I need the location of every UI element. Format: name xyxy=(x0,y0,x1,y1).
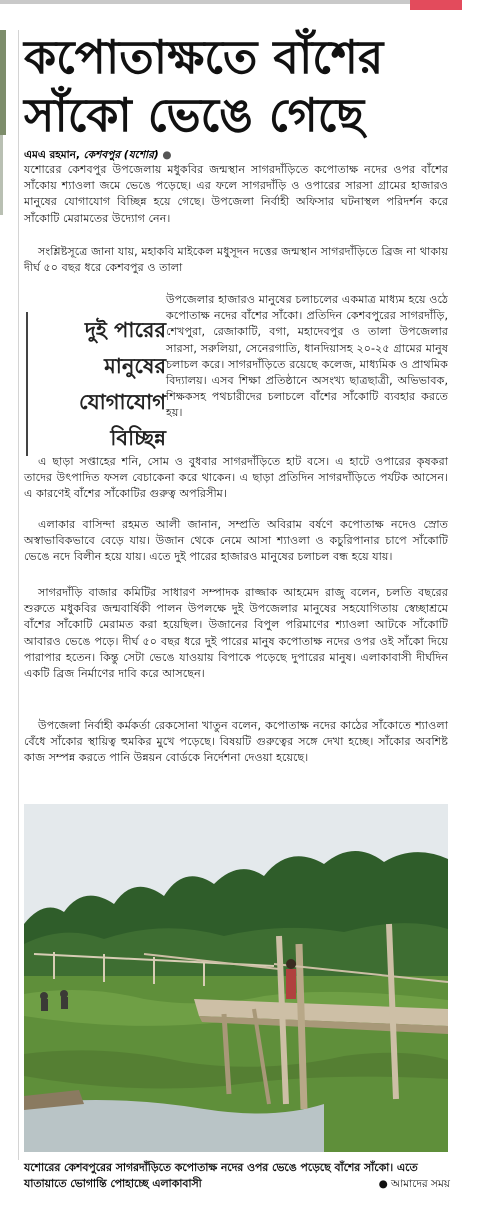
headline xyxy=(24,28,464,144)
adjacent-column-edge xyxy=(0,135,3,215)
photo-person-on-bridge xyxy=(286,959,296,999)
headline-line-2: সাঁকো ভেঙে গেছে xyxy=(24,88,365,142)
adjacent-column-photo-edge xyxy=(0,30,6,135)
pull-quote-line: মানুষের xyxy=(104,353,166,378)
byline-bullet: ● xyxy=(162,149,172,161)
top-border-rule xyxy=(0,0,445,4)
paragraph-5: সাগরদাঁড়ি বাজার কমিটির সাধারণ সম্পাদক রাজ্জাক আহমেদ রাজু বলেন, চলতি বছরের শুরুতে মধুকবির জন্মবার্ষিকী পালন উপলক্ষে দুই উপজেলার মানুষের সহযোগিতায় স্বেচ্ছাশ্রমে বাঁশের সাঁকোটি মেরামত করা হয়েছিল। উজানের বিপুল পরিমাণের শ্যাওলা আটকে সাঁকোটি আবারও ভেঙে পড়ে। দীর্ঘ ৫০ বছর ধরে দুই পারের মানুষ কপোতাক্ষ নদের ওপর ওই সাঁকো দিয়ে পারাপার হতেন। কিন্তু সেটা ভেঙে যাওয়ায় বিপাকে পড়েছে দুপারের মানুষ। এলাকাবাসী দীর্ঘদিন একটি ব্রিজ নির্মাণের দাবি করে আসছেন। xyxy=(24,586,448,681)
byline xyxy=(24,148,464,162)
paragraph-6: উপজেলা নির্বাহী কর্মকর্তা রেকসোনা খাতুন বলেন, কপোতাক্ষ নদের কাঠের সাঁকোতে শ্যাওলা বেঁধে সাঁকোর স্থায়িত্ব হুমকির মুখে পড়েছে। বিষয়টি গুরুত্বের সঙ্গে দেখা হচ্ছে। সাঁকোর অবশিষ্ট কাজ সম্পন্ন করতে পানি উন্নয়ন বোর্ডকে নির্দেশনা দেওয়া হয়েছে। xyxy=(24,719,448,765)
pull-quote-line: বিচ্ছিন্ন xyxy=(110,425,166,450)
paragraph-3: এ ছাড়া সপ্তাহের শনি, সোম ও বুধবার সাগরদাঁড়িতে হাট বসে। এ হাটে ওপারের কৃষকরা তাদের উৎপাদিত ফসল বেচাকেনা করে থাকেন। এ ছাড়া প্রতিদিন সাগরদাঁড়িতে পর্যটক আসেন। এ কারণেই বাঁশের সাঁকোটির গুরুত্ব অপরিসীম। xyxy=(24,455,448,501)
photo-illustration xyxy=(24,804,448,1152)
pull-quote xyxy=(26,312,166,456)
column-divider xyxy=(18,30,19,1160)
paragraph-2-lead: সংশ্লিষ্টসূত্রে জানা যায়, মহাকবি মাইকেল মধুসূদন দত্তের জন্মস্থান সাগরদাঁড়িতে ব্রিজ না থাকায় দীর্ঘ ৫০ বছর ধরে কেশবপুর ও তালা xyxy=(24,245,448,275)
paragraph-1: যশোরের কেশবপুর উপজেলায় মধুকবির জন্মস্থান সাগরদাঁড়িতে কপোতাক্ষ নদের ওপর বাঁশের সাঁকোয় শ্যাওলা জমে ভেঙে পড়েছে। এর ফলে সাগরদাঁড়ি ও ওপারের সারসা গ্রামের হাজারও মানুষের যোগাযোগ বিচ্ছিন্ন হয়ে গেছে। উপজেলা নির্বাহী অফিসার ঘটনাস্থল পরিদর্শন করে সাঁকোটি মেরামতের উদ্যোগ নেন। xyxy=(24,163,448,225)
headline-line-1: কপোতাক্ষতে বাঁশের xyxy=(24,30,384,84)
caption-text: যশোরের কেশবপুরের সাগরদাঁড়িতে কপোতাক্ষ নদের ওপর ভেঙে পড়েছে বাঁশের সাঁকো। এতে যাতায়াতে ভোগান্তি পোহাচ্ছে এলাকাবাসী xyxy=(24,1161,418,1190)
paragraph-2-continued: উপজেলার হাজারও মানুষের চলাচলের একমাত্র মাধ্যম হয়ে ওঠে কপোতাক্ষ নদের বাঁশের সাঁকো। প্রতিদিন কেশবপুরের সাগরদাঁড়ি, শেখপুরা, রেজাকাটি, বগা, মহাদেবপুর ও তালা উপজেলার সারসা, সরুলিয়া, সেনেরগাতি, ধানদিয়াসহ ২০-২৫ গ্রামের মানুষ চলাচল করে। সাগরদাঁড়িতে রয়েছে কলেজ, মাধ্যমিক ও প্রাথমিক বিদ্যালয়। এসব শিক্ষা প্রতিষ্ঠানে অসংখ্য ছাত্রছাত্রী, অভিভাবক, শিক্ষকসহ পথচারীদের চলাচলে বাঁশের সাঁকোটি ব্যবহার করতে হয়। xyxy=(166,293,448,420)
news-photo-broken-bamboo-bridge xyxy=(24,804,448,1152)
photo-caption xyxy=(24,1160,454,1192)
adjacent-red-strip xyxy=(410,0,462,10)
pull-quote-line: যোগাযোগ xyxy=(79,389,166,414)
byline-name: এমএ রহমান, xyxy=(24,149,80,161)
paragraph-4: এলাকার বাসিন্দা রহমত আলী জানান, সম্প্রতি অবিরাম বর্ষণে কপোতাক্ষ নদেও স্রোত অস্বাভাবিকভাবে বেড়ে যায়। উজান থেকে নেমে আসা শ্যাওলা ও কচুরিপানার চাপে সাঁকোটি ভেঙে নদে বিলীন হয়ে যায়। এতে দুই পারের হাজারও মানুষের চলাচল বন্ধ হয়ে যায়। xyxy=(24,518,448,564)
pull-quote-line: দুই পারের xyxy=(84,317,166,342)
photo-credit: ● আমাদের সময় xyxy=(378,1178,450,1190)
byline-place: কেশবপুর (যশোর) xyxy=(83,149,159,161)
